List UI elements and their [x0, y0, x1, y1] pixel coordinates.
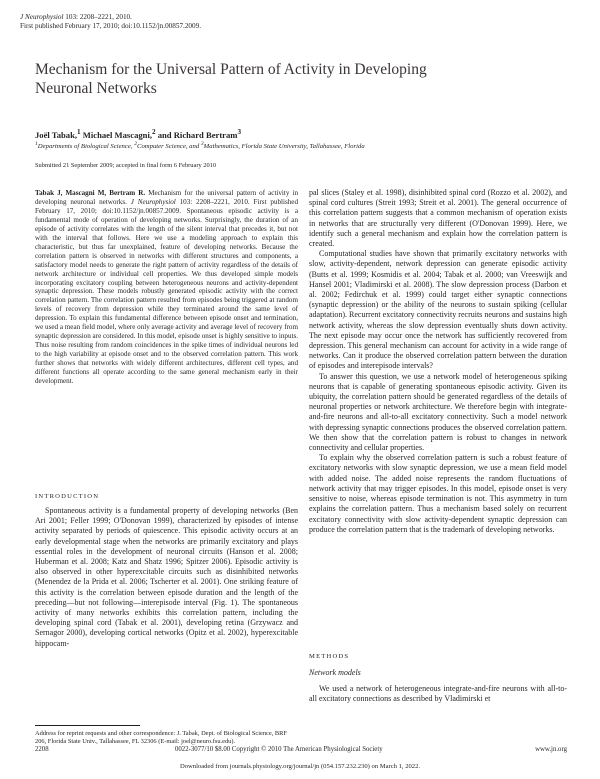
- copyright-line: 0022-3077/10 $8.00 Copyright © 2010 The American Physiological Society: [175, 746, 383, 753]
- affil-1: Departments of Biological Science,: [37, 143, 135, 151]
- download-notice: Downloaded from journals.physiology.org/journal/jn (054.157.232.230) on March 1, 2022.: [179, 763, 421, 770]
- methods-text: [309, 684, 567, 704]
- author-1-sup: 1: [77, 128, 81, 136]
- correspondence-footnote: Address for reprint requests and other correspondence: J. Tabak, Dept. of Biological Science, BRF 206, Florida State Univ., Tallahassee, FL 32306 (E-mail: joel@neuro.fsu.edu).: [35, 730, 287, 746]
- affil-sup-1: 1: [35, 141, 38, 147]
- article-title: [35, 60, 535, 98]
- citation: 103: 2208–2221, 2010.: [63, 13, 132, 21]
- author-2-sup: 2: [152, 128, 156, 136]
- abstract-citation-authors: Tabak J, Mascagni M, Bertram R.: [35, 189, 146, 197]
- section-heading-introduction: INTRODUCTION: [35, 493, 100, 500]
- introduction-text: [35, 506, 298, 649]
- affiliations: [35, 141, 365, 150]
- methods-paragraph: We used a network of heterogeneous integrate-and-fire neurons with all-to-all excitatory connections as described by Vladimirski et: [309, 684, 567, 704]
- affil-2: Computer Science, and: [136, 143, 201, 151]
- affil-sup-3: 3: [200, 141, 204, 147]
- right-paragraph-3: To answer this question, we use a network model of heterogeneous spiking neurons that is capable of generating spontaneous episodic activity. Given its ubiquity, the correlation pattern should be generated regardless of the details of neuronal properties or network architecture. We therefore begin with integrate-and-fire neurons and all-to-all excitatory connectivity. Such a model network with depressing synaptic connections produces the observed correlation pattern. We then show that the correlation pattern is robust to changes in network connectivity and cellular properties.: [309, 371, 567, 453]
- author-3: and Richard Bertram: [155, 129, 238, 140]
- title-line-2: Neuronal Networks: [35, 80, 157, 97]
- running-header: [20, 13, 132, 22]
- journal-name: J Neurophysiol: [20, 13, 64, 21]
- intro-paragraph: Spontaneous activity is a fundamental property of developing networks (Ben Ari 2001; Feller 1999; O'Donovan 1999), characterized by episodes of intense activity separated by periods of quiescence. This episodic activity occurs at an early developmental stage when the networks are primarily excitatory and plays essential roles in the development of neuronal circuits (Hanson et al. 2008; Huberman et al. 2008; Katz and Shatz 1996; Spitzer 2006). Episodic activity is also observed in other hyperexcitable circuits such as disinhibited networks (Menendez de la Prida et al. 2006; Tscherter et al. 2001). One striking feature of this activity is the correlation between episode duration and the length of the preceding—but not following—interepisode interval (Fig. 1). The spontaneous activity of many networks exhibits this correlation pattern, including the developing spinal cord (Tabak et al. 2001), developing retina (Grzywacz and Sernagor 2000), developing cortical networks (Opitz et al. 2002), hyperexcitable hippocam-: [35, 506, 298, 648]
- page-number: 2208: [35, 746, 49, 753]
- submission-dates: Submitted 21 September 2009; accepted in final form 6 February 2010: [35, 162, 217, 169]
- right-paragraph-1: pal slices (Staley et al. 1998), disinhibited spinal cord (Rozzo et al. 2002), and spinal cord cultures (Streit 1993; Streit et al. 2001). The general occurrence of this correlation pattern suggests that a common mechanism of operation exists in networks that are structurally very different (O'Donovan 1999). Here, we identify such a general mechanism and explain how the correlation pattern is created.: [309, 188, 567, 249]
- abstract: [35, 189, 298, 386]
- abstract-body: 103: 2208–2221, 2010. First published February 17, 2010; doi:10.1152/jn.00857.2009. Spontaneous episodic activity is a fundamental mode of operation of developing networks. Surprisingly, the duration of an episode of activity correlates with the length of the silent interval that precedes it, but not with the interval that follows. Here we use a modeling approach to explain this characteristic, but thus far unexplained, feature of developing networks. Because the correlation pattern is observed in networks with different structures and components, a satisfactory model needs to generate the right pattern of activity regardless of the details of network architecture or individual cell properties. We thus developed simple models incorporating excitatory coupling between heterogeneous neurons and activity-dependent synaptic depression. These models robustly generated episodic activity with the correct correlation pattern. The correlation pattern resulted from episodes being triggered at random levels of recovery from depression while they terminated around the same level of depression. To explain this fundamental difference between episode onset and termination, we used a mean field model, where only average activity and average level of recovery from synaptic depression are considered. In this model, episode onset is highly sensitive to inputs. Thus noise resulting from random coincidences in the spike times of individual neurons led to the high variability at episode onset and to the observed correlation pattern. This work further shows that networks with widely different architectures, different cell types, and different functions all operate according to the same general mechanism early in their development.: [35, 197, 299, 386]
- author-list: [35, 128, 241, 140]
- author-1: Joël Tabak,: [35, 129, 78, 140]
- right-paragraph-2: Computational studies have shown that primarily excitatory networks with slow, activity-dependent, network depression can generate episodic activity (Butts et al. 1999; Kosmidis et al. 2004; Tabak et al. 2000; van Vreeswijk and Hansel 2001; Vladimirski et al. 2008). The slow depression process (Darbon et al. 2002; Fedirchuk et al. 1999) could target either synaptic connections (synaptic depression) or the ability of the neurons to sustain spiking (cellular adaptation). Recurrent excitatory connectivity recruits neurons and sustains high network activity, whereas the slow depression eventually shuts down activity. The next episode may occur once the network has sufficiently recovered from depression. This general mechanism can account for activity in a wide range of networks. Can it produce the observed correlation pattern between the duration of episodes and interepisode intervals?: [309, 249, 567, 371]
- abstract-citation-title: Mechanism for the universal pattern of activity in developing neuronal networks.: [35, 189, 298, 206]
- right-paragraph-4: To explain why the observed correlation pattern is such a robust feature of excitatory networks with slow synaptic depression, we use a mean field model with added noise. The added noise represents the random fluctuations of network activity that may trigger episodes. In this model, episode onset is very sensitive to noise, whereas episode termination is not. This asymmetry in turn explains the correlation pattern. Thus a mechanism based solely on recurrent excitatory connectivity with slow activity-dependent synaptic depression can produce the correlation pattern that is the trademark of developing networks.: [309, 453, 567, 534]
- affil-sup-2: 2: [134, 141, 137, 147]
- right-column: [309, 188, 567, 535]
- section-heading-methods: METHODS: [309, 653, 350, 660]
- author-2: Michael Mascagni,: [80, 129, 152, 140]
- journal-url[interactable]: www.jn.org: [535, 746, 567, 753]
- footnote-divider: [35, 725, 140, 726]
- first-published: First published February 17, 2010; doi:10.1152/jn.00857.2009.: [20, 22, 202, 30]
- affil-3: Mathematics, Florida State University, Tallahassee, Florida: [203, 143, 365, 151]
- subsection-heading-network-models: Network models: [309, 668, 361, 677]
- author-3-sup: 3: [237, 128, 242, 136]
- abstract-journal: J Neurophysiol: [130, 197, 176, 206]
- title-line-1: Mechanism for the Universal Pattern of Activity in Developing: [35, 61, 427, 78]
